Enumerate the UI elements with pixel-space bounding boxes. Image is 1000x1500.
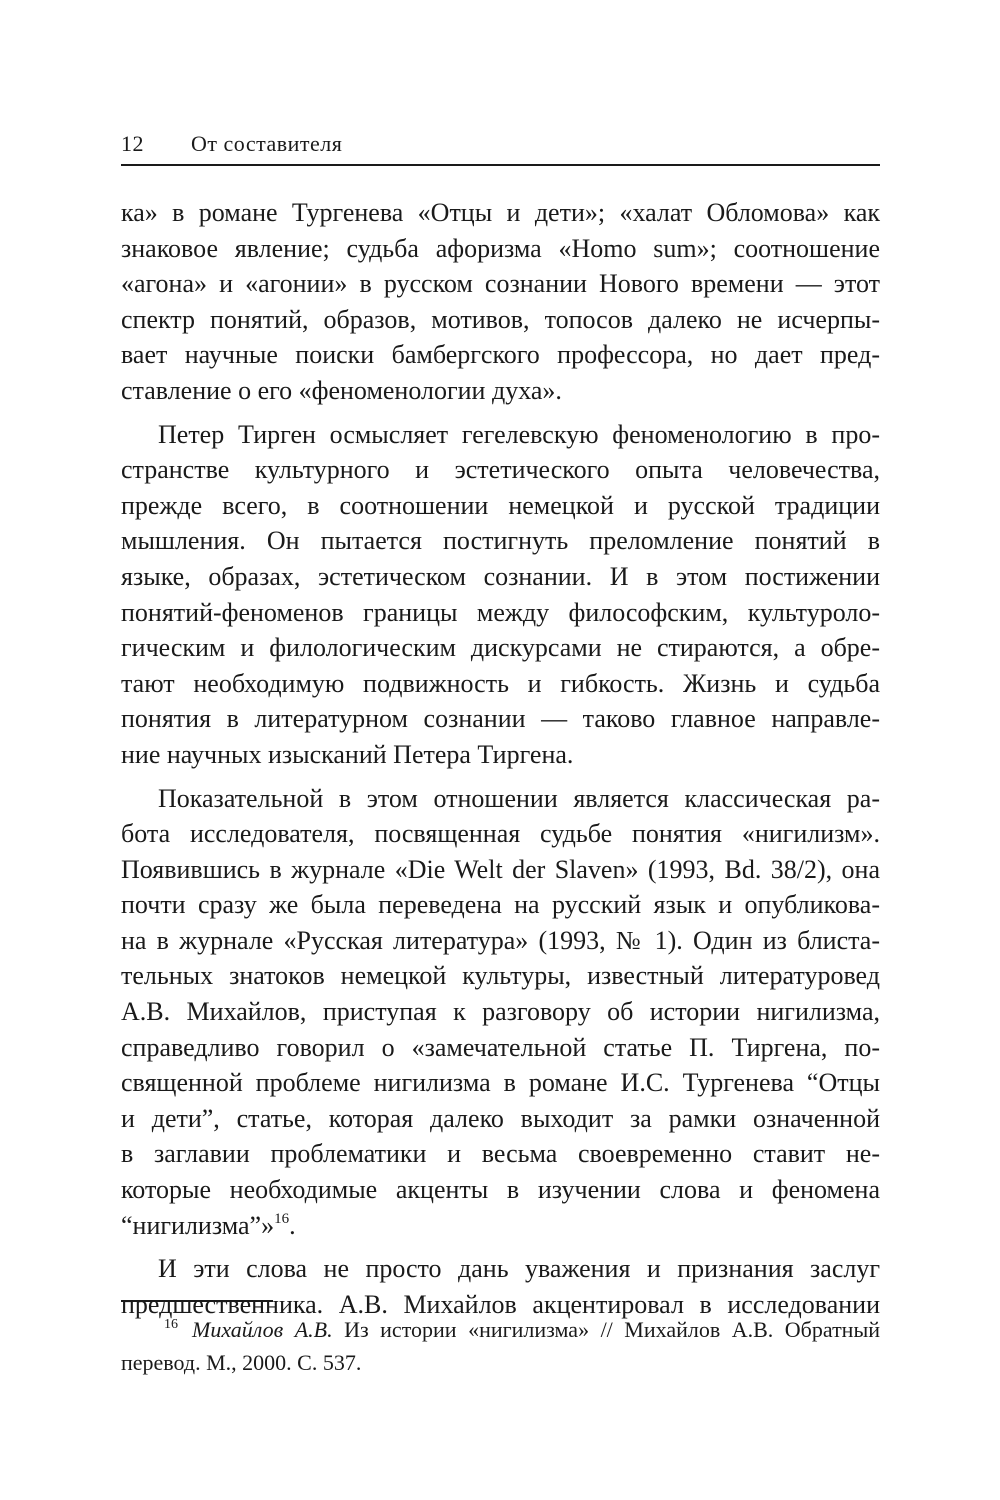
section-title: От составителя [191,131,343,156]
text-line: которые необходимые акценты в изучении слова и феномена [121,1175,880,1205]
text-line: тельных знатоков немецкой культуры, известный литературовед [121,961,880,991]
text-line: понятий-феноменов границы между философским, культуроло- [121,597,880,627]
footnote-rule [121,1300,273,1302]
text-line: Петер Тирген осмысляет гегелевскую феноменологию в про- [158,419,880,449]
text-line: понятия в литературном сознании — таково главное направле- [121,704,880,734]
header-rule [121,164,880,166]
text-line: языке, образах, эстетическом сознании. И в этом постижении [121,561,880,591]
text-line: в заглавии проблематики и весьма своевременно ставит не- [121,1139,880,1169]
text-line-with-footnote-ref [121,1208,880,1244]
text-line: спектр понятий, образов, мотивов, топосов далеко не исчерпы- [121,304,880,334]
text-line: знаковое явление; судьба афоризма «Homo sum»; соотношение [121,233,880,263]
text-line: на в журнале «Русская литература» (1993, № 1). Один из блиста- [121,925,880,955]
text-line: мышления. Он пытается постигнуть преломление понятий в [121,526,880,556]
footnote-reference[interactable]: 16 [274,1210,290,1227]
text-line: А.В. Михайлов, приступая к разговору об истории нигилизма, [121,997,880,1027]
text-line: странстве культурного и эстетического опыта человечества, [121,455,880,485]
running-head [121,131,880,161]
footnote-line: перевод. М., 2000. С. 537. [121,1350,362,1375]
text-line: Показательной в этом отношении является классическая ра- [158,783,880,813]
text-line: ставление о его «феноменологии духа». [121,375,562,405]
text-line: «агона» и «агонии» в русском сознании Нового времени — этот [121,269,880,299]
text-line: почти сразу же была переведена на русский язык и опубликова- [121,890,880,920]
text-line: ка» в романе Тургенева «Отцы и дети»; «халат Обломова» как [121,198,880,227]
text-line: справедливо говорил о «замечательной статье П. Тиргена, по- [121,1032,880,1062]
text-line: бота исследователя, посвященная судьбе понятия «нигилизм». [121,819,880,849]
text-line: тают необходимую подвижность и гибкость. Жизнь и судьба [121,668,880,698]
footnote [121,1313,880,1379]
text-line: “нигилизма”» [121,1210,275,1240]
text-line: вает научные поиски бамбергского профессора, но дает пред- [121,340,880,370]
text-line: и дети”, статье, которая далеко выходит за рамки означенной [121,1103,880,1133]
text-line: гическим и филологическим дискурсами не стираются, а обре- [121,633,880,663]
text-line: священной проблеме нигилизма в романе И.С. Тургенева “Отцы [121,1068,880,1098]
text-line: прежде всего, в соотношении немецкой и русской традиции [121,490,880,520]
text-line: предшественника. А.В. Михайлов акцентировал в исследовании [121,1289,880,1319]
footnote-text: Из истории «нигилизма» // Михайлов А.В. Обратный [332,1317,881,1342]
footnote-author: Михайлов А.В. [192,1317,333,1342]
page-number: 12 [121,131,144,156]
text-line: Появившись в журнале «Die Welt der Slaven» (1993, Bd. 38/2), она [121,854,880,884]
text-line: ние научных изысканий Петера Тиргена. [121,739,574,769]
footnote-ref-suffix: . [289,1210,296,1240]
text-line: И эти слова не просто дань уважения и признания заслуг [158,1254,880,1284]
body-text [121,195,880,1322]
footnote-line: 16 Михайлов А.В. Из истории «нигилизма» // Михайлов А.В. Обратный [164,1317,881,1342]
